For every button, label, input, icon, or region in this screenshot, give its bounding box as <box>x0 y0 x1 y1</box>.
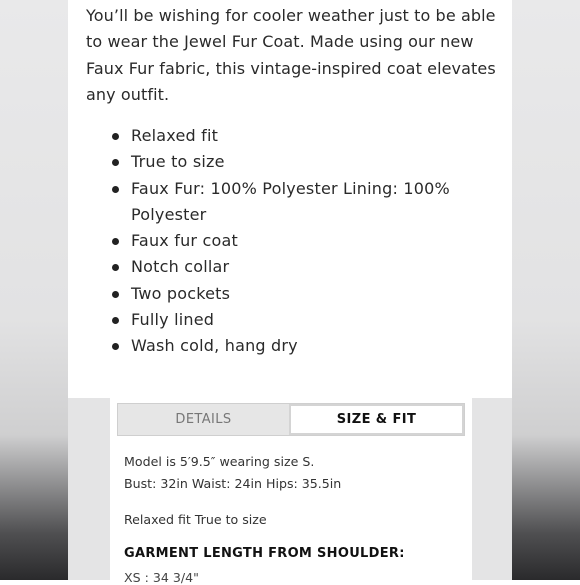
feature-list <box>112 123 451 360</box>
garment-length-heading: GARMENT LENGTH FROM SHOULDER: <box>124 546 405 561</box>
feature-item: Notch collar <box>112 254 451 280</box>
feature-item: Faux Fur: 100% Polyester Lining: 100% Polyester <box>112 176 451 229</box>
tabs-card <box>110 398 472 585</box>
tab-bar <box>117 403 465 436</box>
feature-item: Relaxed fit <box>112 123 451 149</box>
product-intro-text: You’ll be wishing for cooler weather just to be able to wear the Jewel Fur Coat. Made using our new Faux Fur fabric, this vintage-inspired coat elevates any outfit. <box>86 6 496 104</box>
model-measurements: Bust: 32in Waist: 24in Hips: 35.5in <box>124 476 342 491</box>
feature-item: Wash cold, hang dry <box>112 333 451 359</box>
tab-details[interactable]: DETAILS <box>118 404 289 435</box>
feature-item: True to size <box>112 149 451 175</box>
product-description-panel <box>68 0 512 585</box>
fit-info: Relaxed fit True to size <box>124 512 267 527</box>
right-backdrop <box>512 0 580 580</box>
tabs-section <box>68 398 512 585</box>
feature-item: Faux fur coat <box>112 228 451 254</box>
model-info: Model is 5′9.5″ wearing size S. <box>124 454 315 469</box>
garment-length-xs: XS : 34 3/4" <box>124 570 199 585</box>
feature-item: Fully lined <box>112 307 451 333</box>
left-backdrop <box>0 0 68 580</box>
feature-item: Two pockets <box>112 281 451 307</box>
tab-size-fit[interactable]: SIZE & FIT <box>289 404 464 435</box>
